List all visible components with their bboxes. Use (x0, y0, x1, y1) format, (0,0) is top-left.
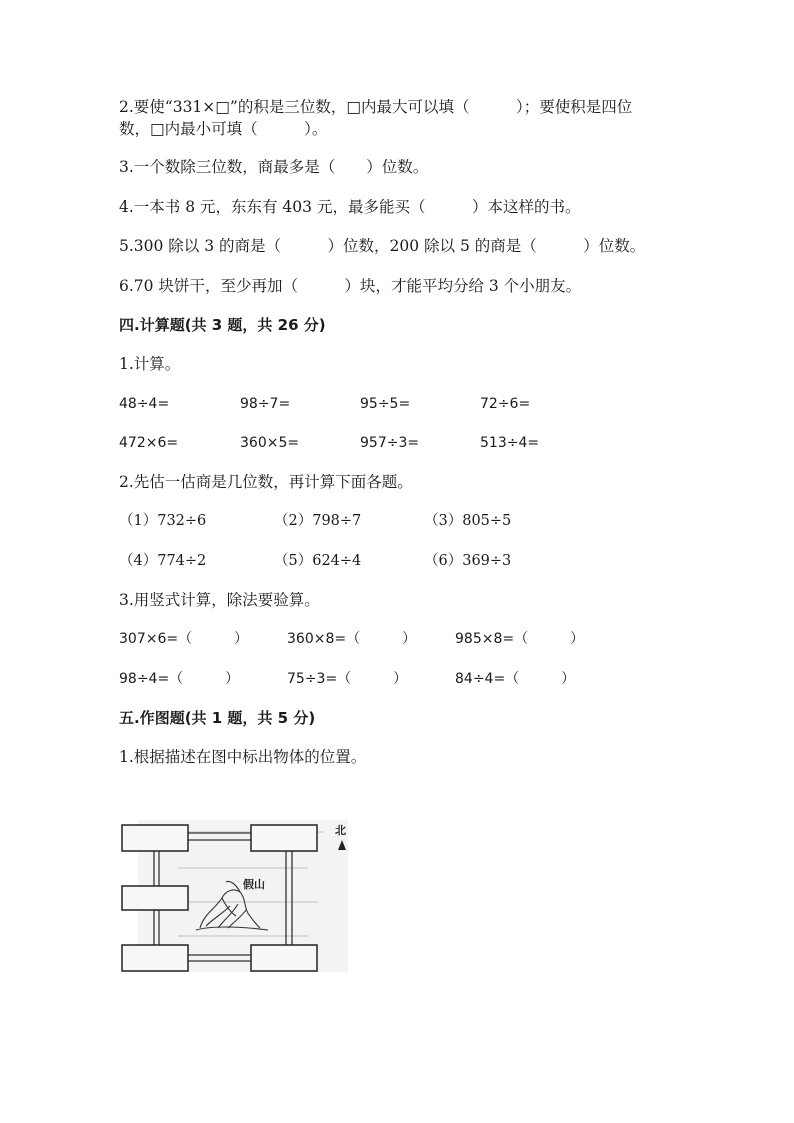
vertical-calc-item: 985×8=（ ） (455, 631, 585, 647)
map-box-bottom-right (251, 945, 317, 971)
question-4-3-title: 3.用竖式计算，除法要验算。 (119, 591, 320, 609)
map-box-bottom-left (122, 945, 188, 971)
calc-item: 95÷5= (360, 396, 411, 412)
question-3-5: 5.300 除以 3 的商是（ ）位数，200 除以 5 的商是（ ）位数。 (119, 237, 646, 255)
question-3-3: 3.一个数除三位数，商最多是（ ）位数。 (119, 158, 429, 176)
question-4-2-title: 2.先估一估商是几位数，再计算下面各题。 (119, 473, 413, 491)
vertical-calc-item: 75÷3=（ ） (287, 671, 408, 687)
question-3-6: 6.70 块饼干，至少再加（ ）块，才能平均分给 3 个小朋友。 (119, 277, 582, 295)
map-box-middle-left (122, 886, 188, 910)
position-map-figure (118, 818, 353, 976)
estimate-item: （3）805÷5 (424, 513, 512, 529)
north-label: 北 (335, 824, 346, 837)
question-3-4: 4.一本书 8 元，东东有 403 元，最多能买（ ）本这样的书。 (119, 198, 581, 216)
vertical-calc-item: 98÷4=（ ） (119, 671, 240, 687)
calc-item: 513÷4= (480, 435, 540, 451)
vertical-calc-item: 360×8=（ ） (287, 631, 417, 647)
map-box-top-right (251, 825, 317, 851)
estimate-item: （6）369÷3 (424, 553, 512, 569)
calc-item: 360×5= (240, 435, 300, 451)
vertical-calc-item: 307×6=（ ） (119, 631, 249, 647)
map-box-top-left (122, 825, 188, 851)
section-5-heading: 五.作图题(共 1 题，共 5 分) (119, 709, 316, 727)
calc-item: 472×6= (119, 435, 179, 451)
calc-item: 98÷7= (240, 396, 291, 412)
estimate-item: （2）798÷7 (274, 513, 362, 529)
question-5-1-title: 1.根据描述在图中标出物体的位置。 (119, 748, 367, 766)
calc-item: 72÷6= (480, 396, 531, 412)
estimate-item: （5）624÷4 (274, 553, 362, 569)
estimate-item: （1）732÷6 (119, 513, 207, 529)
calc-item: 48÷4= (119, 396, 170, 412)
vertical-calc-item: 84÷4=（ ） (455, 671, 576, 687)
question-3-2-line2: 数，□内最小可填（ ）。 (119, 120, 328, 138)
section-4-heading: 四.计算题(共 3 题，共 26 分) (119, 316, 326, 334)
estimate-item: （4）774÷2 (119, 553, 207, 569)
calc-item: 957÷3= (360, 435, 420, 451)
question-3-2-line1: 2.要使“331×□”的积是三位数，□内最大可以填（ ）；要使积是四位 (119, 98, 633, 116)
rockery-label: 假山 (243, 878, 265, 891)
question-4-1-title: 1.计算。 (119, 355, 181, 373)
